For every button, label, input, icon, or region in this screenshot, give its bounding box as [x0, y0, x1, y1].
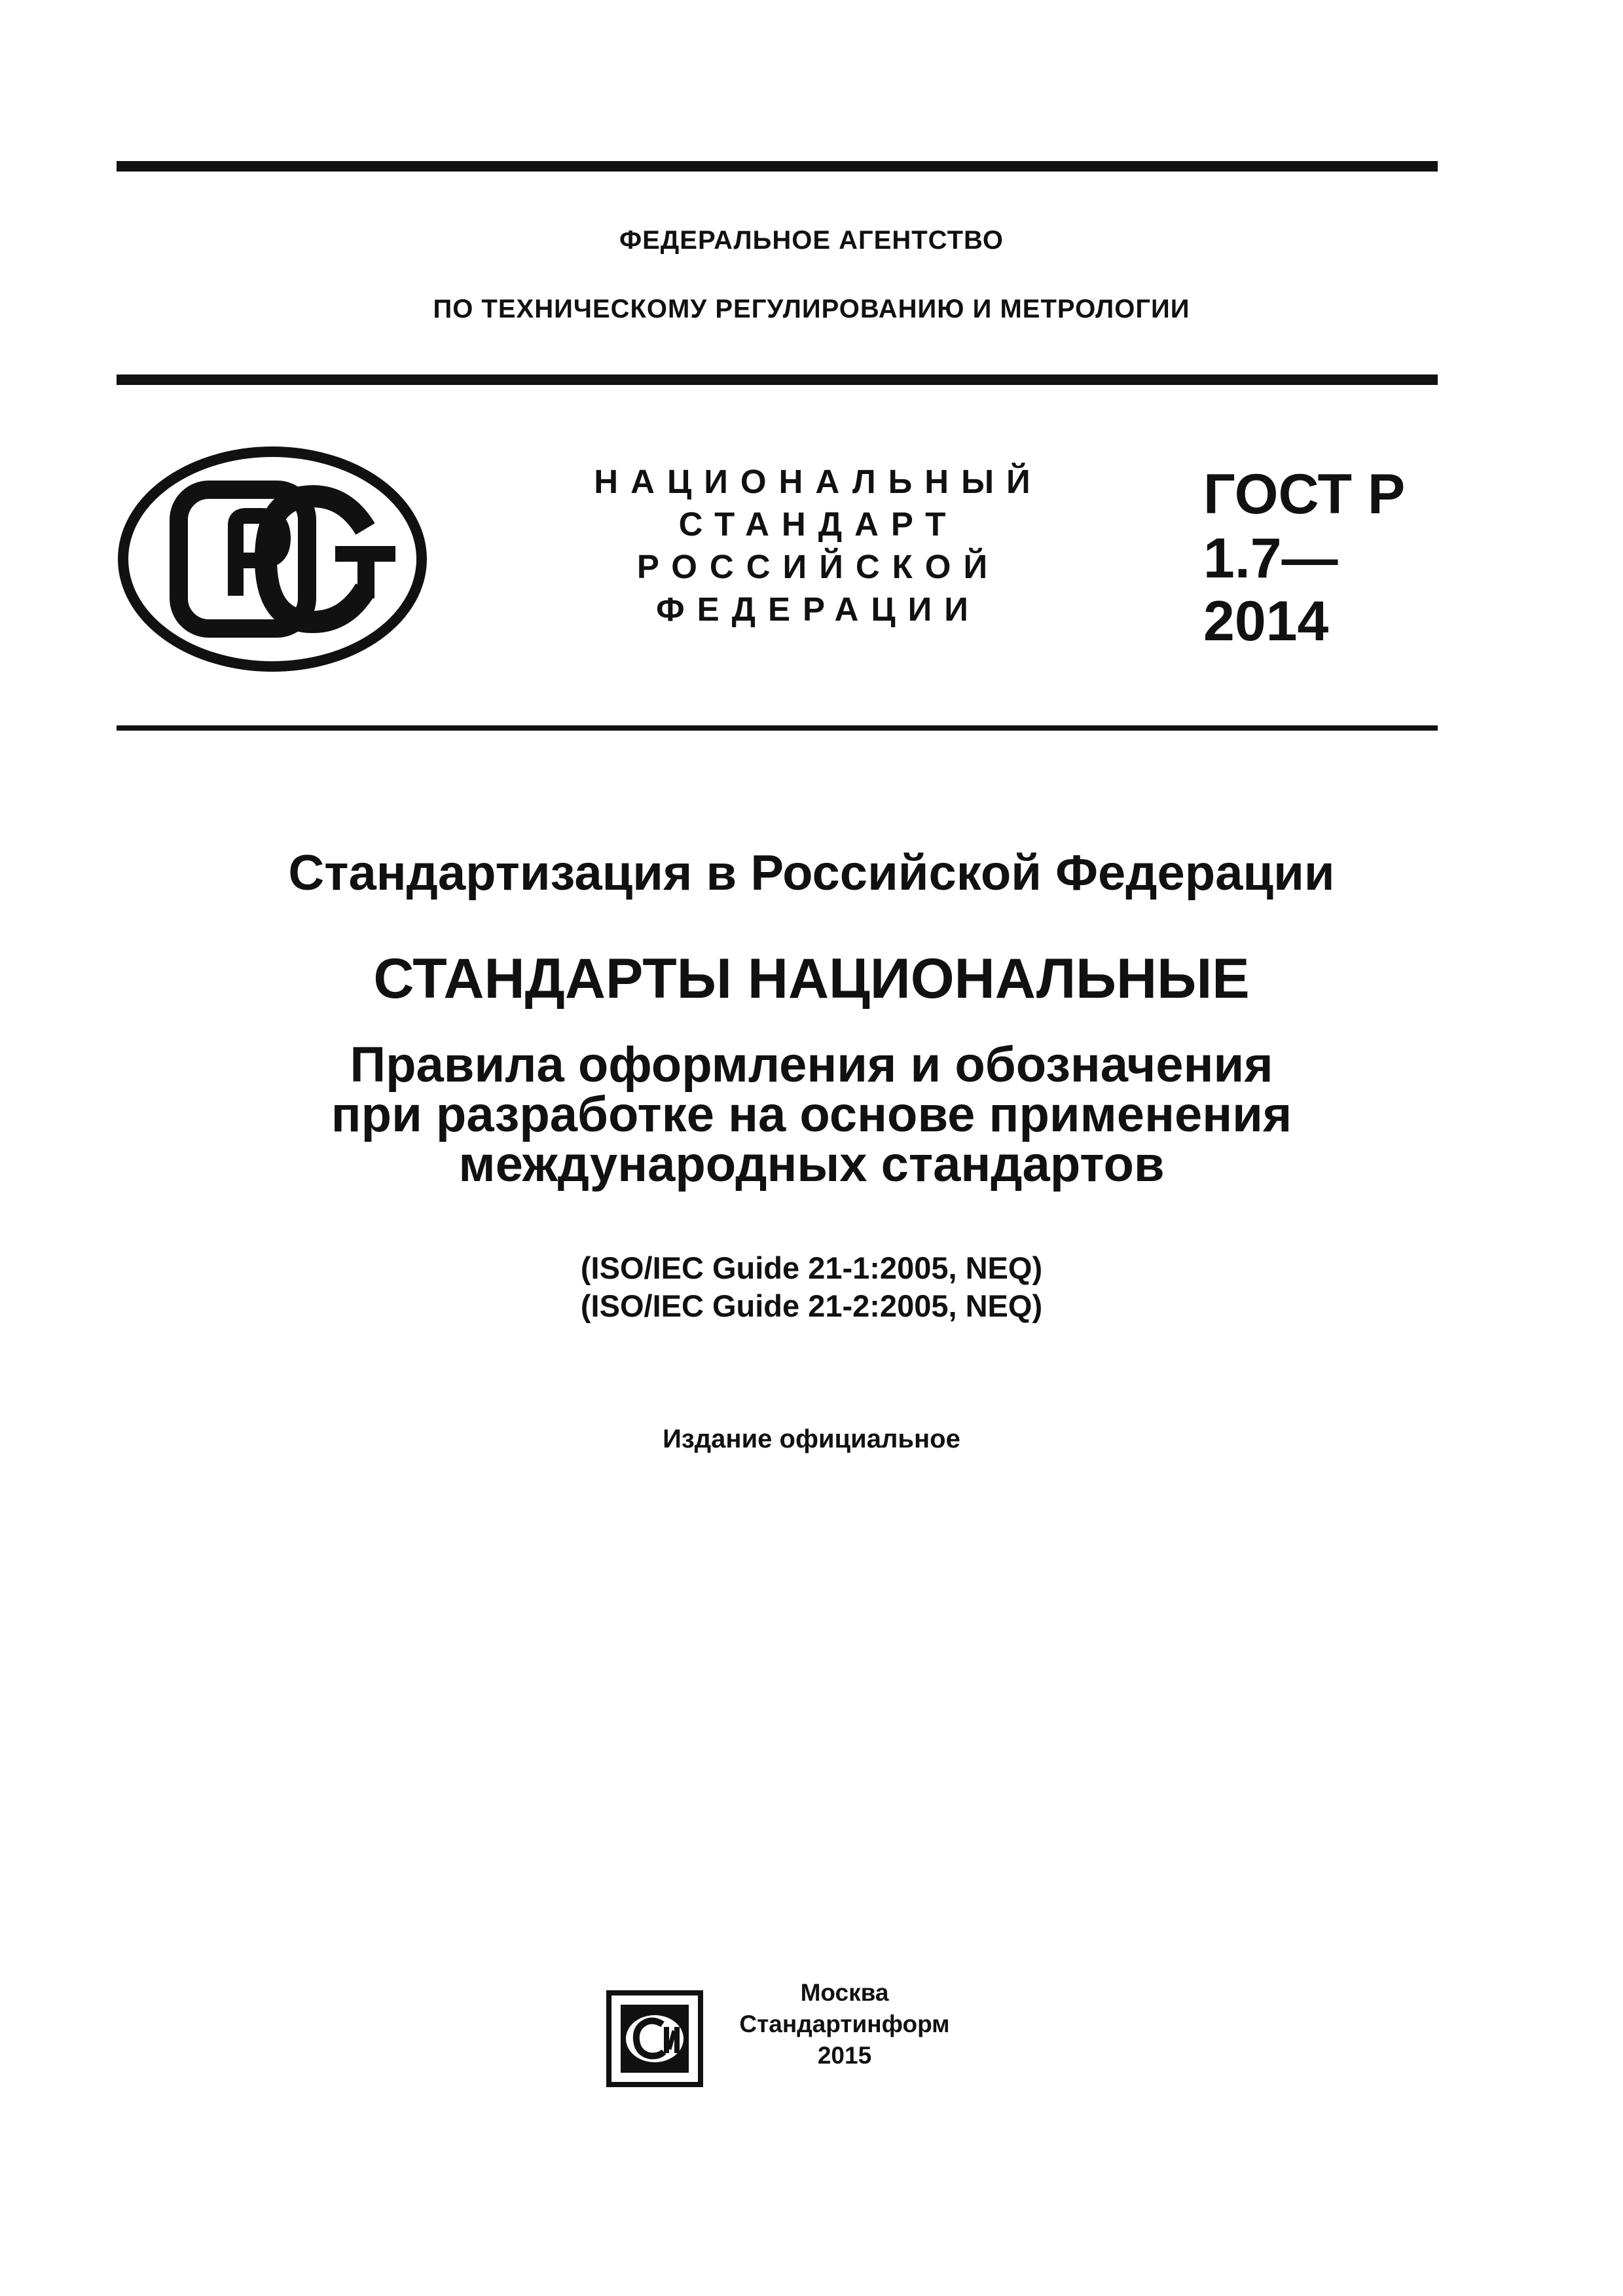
- document-subtitle-line-1: Правила оформления и обозначения: [350, 1037, 1273, 1093]
- edition-label: Издание официальное: [663, 1425, 960, 1453]
- national-standard-line-2: СТАНДАРТ: [678, 505, 958, 543]
- publication-year: 2015: [817, 2042, 872, 2069]
- top-rule: [117, 161, 1438, 172]
- standard-designation-line-3: 2014: [1203, 590, 1329, 653]
- national-standard-line-1: НАЦИОНАЛЬНЫЙ: [594, 463, 1043, 500]
- agency-bottom-rule: [117, 374, 1438, 385]
- document-title-caps: СТАНДАРТЫ НАЦИОНАЛЬНЫЕ: [373, 947, 1250, 1010]
- agency-line-1: ФЕДЕРАЛЬНОЕ АГЕНТСТВО: [619, 226, 1004, 255]
- national-standard-line-3: РОССИЙСКОЙ: [636, 548, 1000, 585]
- iso-reference-2: (ISO/IEC Guide 21-2:2005, NEQ): [580, 1288, 1043, 1323]
- standard-designation-line-1: ГОСТ Р: [1203, 463, 1406, 526]
- iso-reference-1: (ISO/IEC Guide 21-1:2005, NEQ): [580, 1250, 1043, 1285]
- document-subtitle-line-3: международных стандартов: [458, 1137, 1165, 1192]
- rst-certification-mark-icon: [117, 445, 428, 673]
- header-bottom-rule: [117, 725, 1438, 731]
- document-title-main: Стандартизация в Российской Федерации: [288, 845, 1335, 901]
- publisher-city: Москва: [800, 1979, 889, 2006]
- national-standard-line-4: ФЕДЕРАЦИИ: [656, 591, 981, 628]
- standartinform-logo-icon: [606, 1990, 703, 2087]
- standard-designation-line-2: 1.7—: [1203, 527, 1338, 590]
- publisher-name: Стандартинформ: [739, 2011, 950, 2037]
- document-subtitle-line-2: при разработке на основе применения: [331, 1087, 1292, 1142]
- agency-line-2: ПО ТЕХНИЧЕСКОМУ РЕГУЛИРОВАНИЮ И МЕТРОЛОГИИ: [433, 295, 1190, 323]
